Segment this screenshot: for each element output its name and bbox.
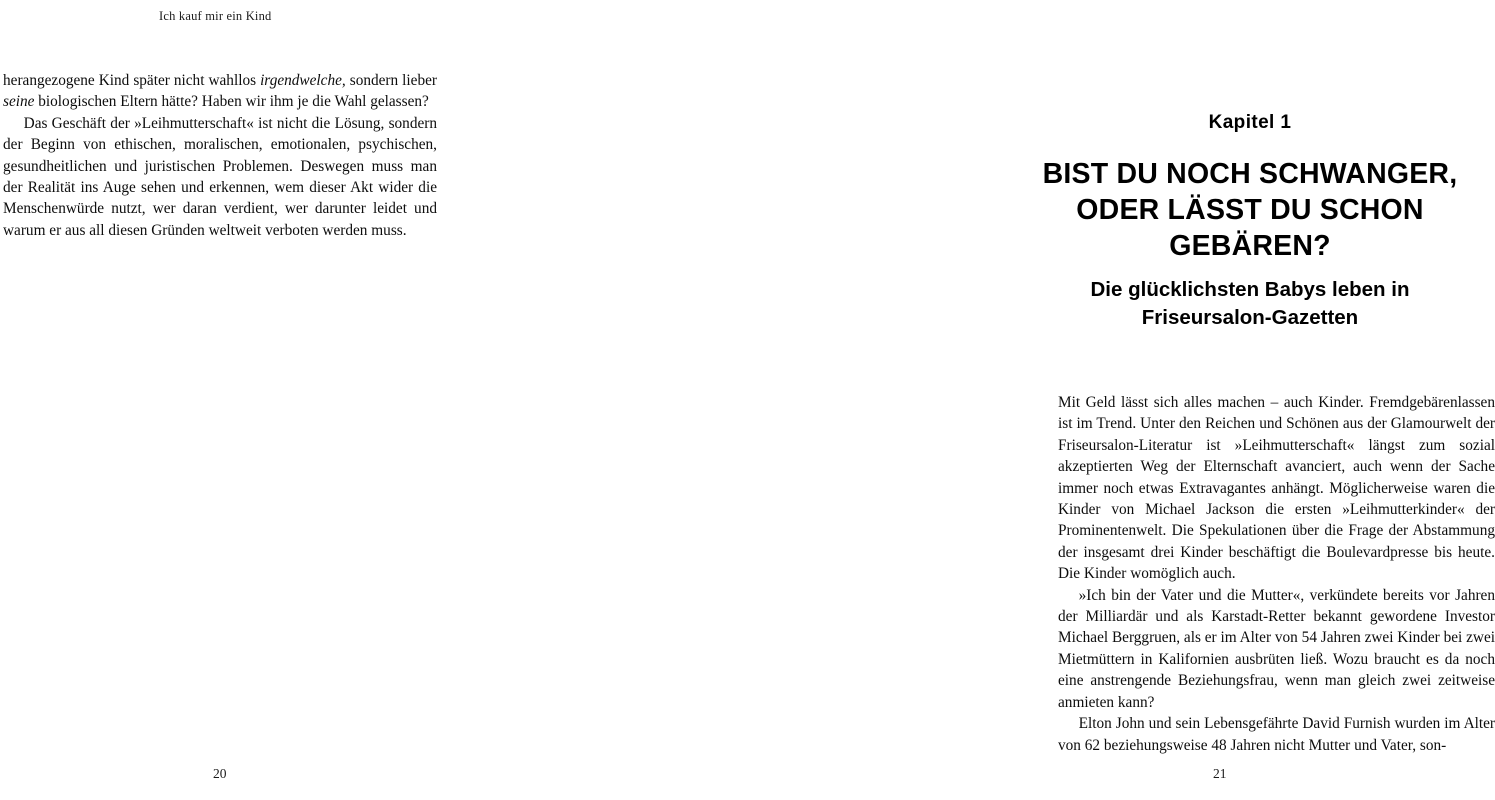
chapter-heading-block [1010, 112, 1490, 332]
paragraph-segment-italic: seine [3, 93, 35, 111]
page-left [0, 0, 500, 800]
page-number-right: 21 [1213, 766, 1227, 781]
chapter-title: BIST DU NOCH SCHWANGER, ODER LÄSST DU SCHON GEBÄREN? [1042, 158, 1458, 262]
paragraph [3, 70, 437, 113]
right-page-text-column [1058, 392, 1495, 756]
chapter-label: Kapitel 1 [1208, 112, 1292, 133]
chapter-subtitle: Die glücklichsten Babys leben in Friseursalon-Gazetten [1090, 278, 1410, 329]
paragraph: Mit Geld lässt sich alles machen – auch Kinder. Fremdgebärenlassen ist im Trend. Unter den Reichen und Schönen aus der Glamourwelt der Friseursalon-Literatur ist »Leihmutterschaft« längst zum sozial akzeptierten Weg der Elternschaft avanciert, auch wenn der Sache immer noch etwas Extravagantes anhängt. Möglicherweise waren die Kinder von Michael Jackson die ersten »Leihmutterkinder« der Prominentenwelt. Die Spekulationen über die Frage der Abstammung der insgesamt drei Kinder beschäftigt die Boulevardpresse bis heute. Die Kinder womöglich auch. [1058, 394, 1495, 583]
left-page-text-column [3, 70, 437, 241]
paragraph: »Ich bin der Vater und die Mutter«, verkündete bereits vor Jahren der Milliardär und als Karstadt-Retter bekannt gewordene Investor Michael Berggruen, als er im Alter von 54 Jahren zwei Kinder bei zwei Mietmüttern in Kalifornien ausbrüten ließ. Wozu braucht es da noch eine anstrengende Beziehungsfrau, wenn man gleich zwei zeitweise anmieten kann? [1058, 586, 1495, 711]
paragraph: Das Geschäft der »Leihmutterschaft« ist nicht die Lösung, sondern der Beginn von ethischen, moralischen, emotionalen, psychischen, gesundheitlichen und juristischen Problemen. Deswegen muss man der Realität ins Auge sehen und erkennen, wem dieser Akt wider die Menschenwürde nutzt, wer daran verdient, wer darunter leidet und warum er aus all diesen Gründen weltweit verboten werden muss. [3, 114, 437, 239]
paragraph: Elton John und sein Lebensgefährte David Furnish wurden im Alter von 62 beziehungsweise 48 Jahren nicht Mutter und Vater, son- [1058, 715, 1495, 754]
paragraph-segment: sondern lieber [345, 72, 438, 89]
paragraph-segment-italic: irgendwelche, [260, 72, 346, 89]
paragraph-segment: biologischen Eltern hätte? Haben wir ihm je die Wahl gelassen? [34, 93, 429, 111]
page-right [500, 0, 1495, 800]
running-head: Ich kauf mir ein Kind [159, 9, 272, 23]
paragraph-segment: herangezogene Kind später nicht wahllos [3, 72, 261, 89]
page-number-left: 20 [213, 766, 227, 781]
